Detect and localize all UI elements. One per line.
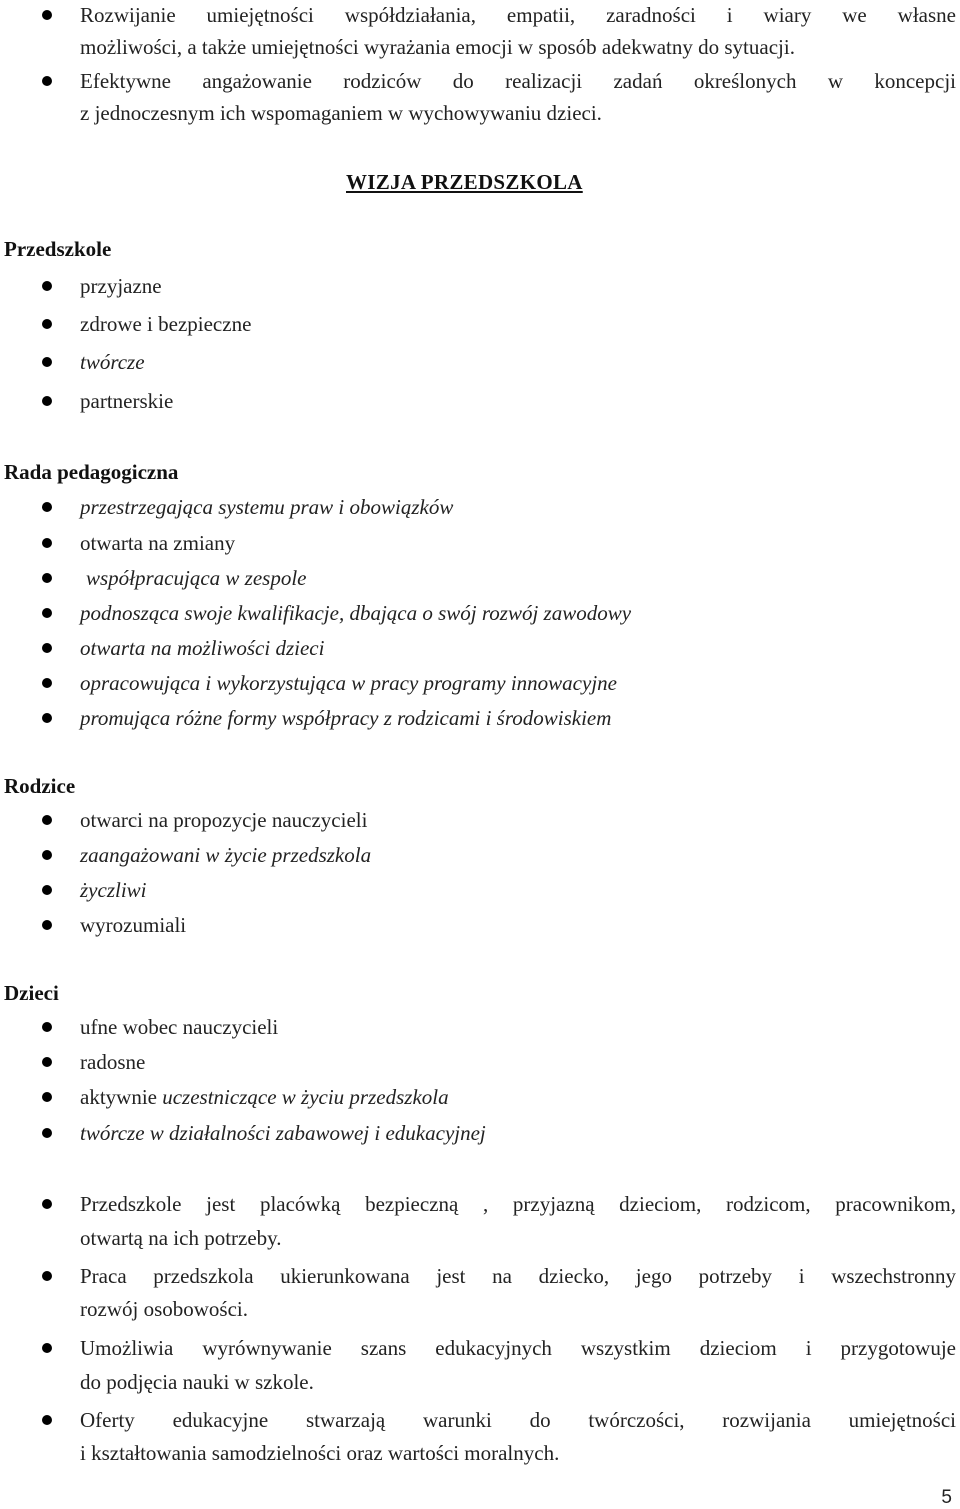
bullet-icon — [42, 319, 52, 329]
bullet-icon — [42, 76, 52, 86]
list-item: przestrzegająca systemu praw i obowiązków — [80, 495, 454, 519]
bullet-icon — [42, 815, 52, 825]
list-item: twórcze — [80, 350, 145, 374]
list-item: zaangażowani w życie przedszkola — [80, 843, 372, 867]
bullet-icon — [42, 1415, 52, 1425]
list-item: współpracująca w zespole — [86, 566, 307, 590]
section-heading-dzieci: Dzieci — [4, 981, 59, 1005]
closing-bullet-4-line-1: Oferty edukacyjne stwarzają warunki do twórczości, rozwijania umiejętności — [80, 1408, 956, 1432]
list-item: życzliwi — [80, 878, 147, 902]
list-item: partnerskie — [80, 389, 174, 413]
bullet-icon — [42, 357, 52, 367]
bullet-icon — [42, 1128, 52, 1138]
section-heading-przedszkole: Przedszkole — [4, 237, 112, 261]
bullet-icon — [42, 281, 52, 291]
bullet-icon — [42, 538, 52, 548]
list-item-plain: aktywnie — [80, 1085, 163, 1109]
list-item: wyrozumiali — [80, 913, 187, 937]
bullet-icon — [42, 1092, 52, 1102]
list-item: ufne wobec nauczycieli — [80, 1015, 279, 1039]
closing-bullet-4-line-2: i kształtowania samodzielności oraz wartości moralnych. — [80, 1441, 560, 1465]
list-item — [80, 1085, 449, 1109]
intro-bullet-2-line-1: Efektywne angażowanie rodziców do realizacji zadań określonych w koncepcji — [80, 69, 956, 93]
bullet-icon — [42, 850, 52, 860]
list-item: radosne — [80, 1050, 146, 1074]
bullet-icon — [42, 678, 52, 688]
bullet-icon — [42, 573, 52, 583]
list-item-italic: uczestniczące w życiu przedszkola — [162, 1085, 449, 1109]
list-item: opracowująca i wykorzystująca w pracy programy innowacyjne — [80, 671, 617, 695]
section-heading-rodzice: Rodzice — [4, 774, 76, 798]
closing-bullet-2-line-1: Praca przedszkola ukierunkowana jest na dziecko, jego potrzeby i wszechstronny — [80, 1264, 956, 1288]
list-item: przyjazne — [80, 274, 162, 298]
list-item: zdrowe i bezpieczne — [80, 312, 252, 336]
bullet-icon — [42, 1057, 52, 1067]
bullet-icon — [42, 608, 52, 618]
bullet-icon — [42, 920, 52, 930]
bullet-icon — [42, 713, 52, 723]
bullet-icon — [42, 1271, 52, 1281]
list-item: otwarci na propozycje nauczycieli — [80, 808, 368, 832]
closing-bullet-2-line-2: rozwój osobowości. — [80, 1297, 248, 1321]
bullet-icon — [42, 396, 52, 406]
intro-bullet-1-line-2: możliwości, a także umiejętności wyrażania emocji w sposób adekwatny do sytuacji. — [80, 35, 795, 59]
list-item: promująca różne formy współpracy z rodzicami i środowiskiem — [80, 706, 612, 730]
list-item: podnosząca swoje kwalifikacje, dbająca o swój rozwój zawodowy — [80, 601, 632, 625]
bullet-icon — [42, 885, 52, 895]
bullet-icon — [42, 1199, 52, 1209]
section-heading-rada-pedagogiczna: Rada pedagogiczna — [4, 460, 179, 484]
page-number: 5 — [941, 1487, 952, 1508]
intro-bullet-2-line-2: z jednoczesnym ich wspomaganiem w wychowywaniu dzieci. — [80, 101, 602, 125]
closing-bullet-3-line-1: Umożliwia wyrównywanie szans edukacyjnych wszystkim dzieciom i przygotowuje — [80, 1336, 956, 1360]
intro-bullet-1-line-1: Rozwijanie umiejętności współdziałania, empatii, zaradności i wiary we własne — [80, 3, 956, 27]
list-item: otwarta na możliwości dzieci — [80, 636, 325, 660]
closing-bullet-1-line-2: otwartą na ich potrzeby. — [80, 1226, 282, 1250]
bullet-icon — [42, 1343, 52, 1353]
bullet-icon — [42, 1022, 52, 1032]
bullet-icon — [42, 502, 52, 512]
list-item: otwarta na zmiany — [80, 531, 236, 555]
bullet-icon — [42, 643, 52, 653]
list-item: twórcze w działalności zabawowej i edukacyjnej — [80, 1121, 486, 1145]
closing-bullet-3-line-2: do podjęcia nauki w szkole. — [80, 1370, 314, 1394]
bullet-icon — [42, 10, 52, 20]
page-title: WIZJA PRZEDSZKOLA — [346, 170, 583, 194]
closing-bullet-1-line-1: Przedszkole jest placówką bezpieczną , przyjazną dzieciom, rodzicom, pracownikom, — [80, 1192, 956, 1216]
